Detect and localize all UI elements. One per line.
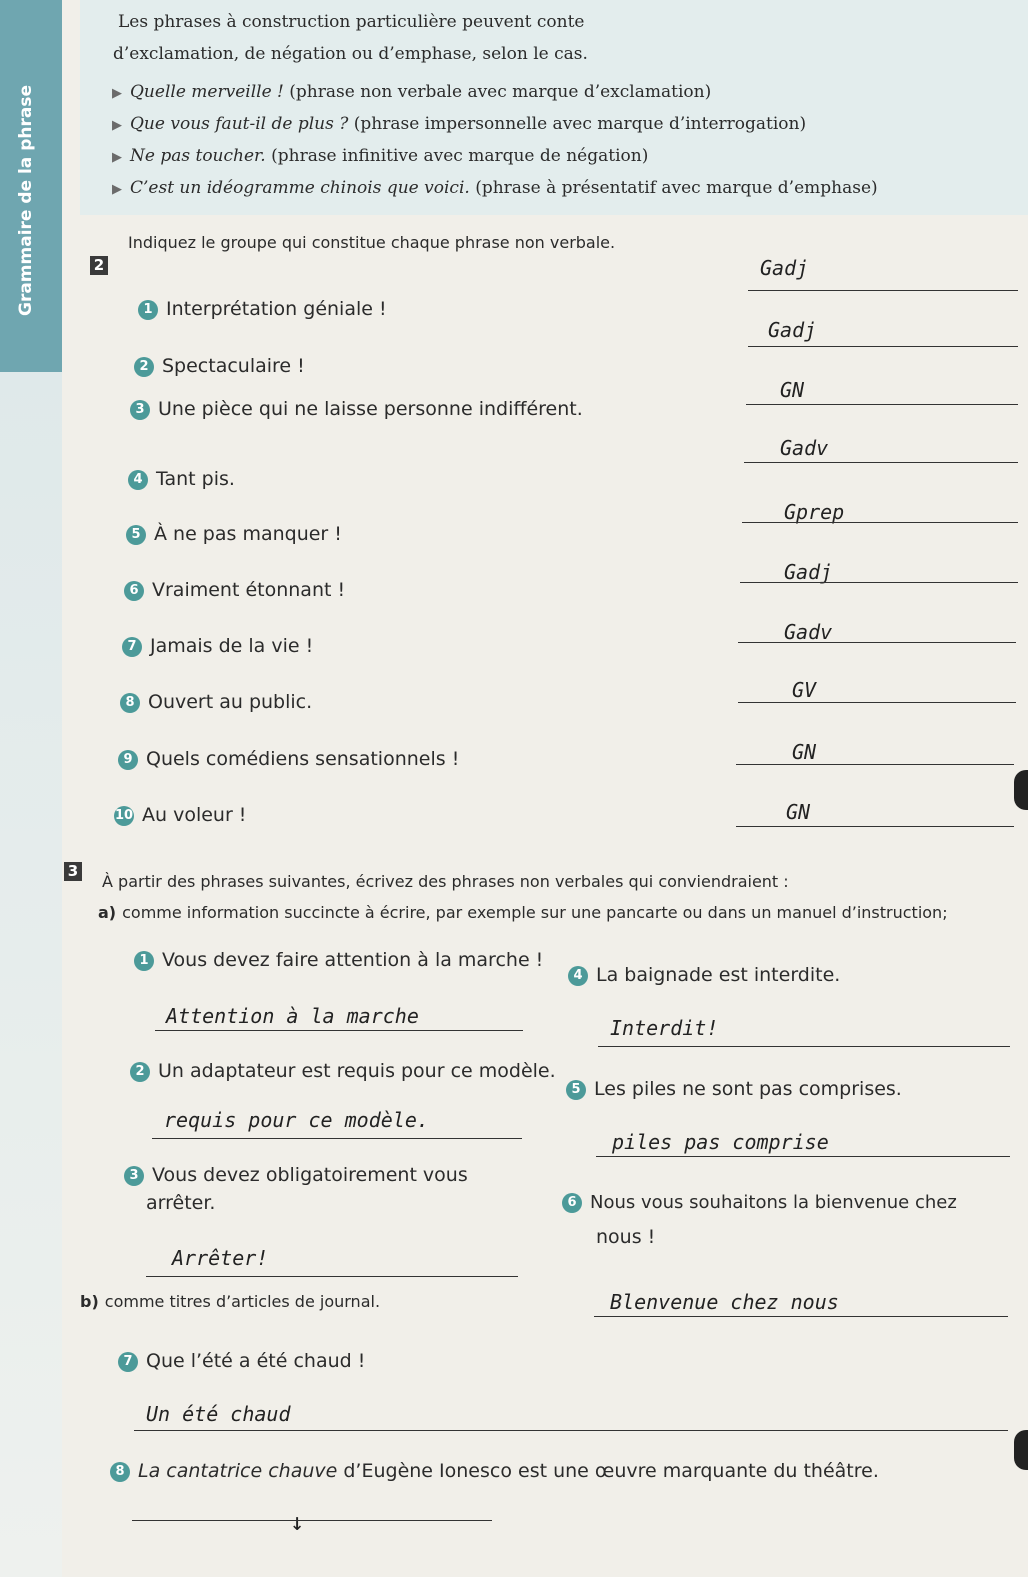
answer-line <box>598 1046 1010 1047</box>
ex2-item-4: 4 Tant pis. <box>128 468 235 490</box>
ex2-answer-7: Gadv <box>784 620 833 644</box>
ex2-item-8: 8 Ouvert au public. <box>120 691 312 713</box>
answer-line <box>744 462 1018 463</box>
item-number-badge: 2 <box>130 1062 150 1082</box>
exercise-3-instruction: À partir des phrases suivantes, écrivez des phrases non verbales qui conviendraient : <box>102 872 789 891</box>
item-number-badge: 8 <box>110 1462 130 1482</box>
answer-line <box>132 1520 492 1521</box>
item-number-badge: 8 <box>120 693 140 713</box>
ex2-answer-5: Gprep <box>784 500 845 524</box>
ex3-item-6: 6 Nous vous souhaitons la bienvenue chez <box>562 1192 957 1213</box>
ex3-item-7: 7 Que l’été a été chaud ! <box>118 1350 365 1372</box>
ex3-item-2: 2 Un adaptateur est requis pour ce modèle. <box>130 1060 556 1082</box>
ex2-answer-9: GN <box>792 740 817 764</box>
answer-line <box>155 1030 523 1031</box>
exercise-2-instruction: Indiquez le groupe qui constitue chaque phrase non verbale. <box>128 233 616 252</box>
item-number-badge: 7 <box>122 637 142 657</box>
bullet-triangle-icon: ▶ <box>112 86 122 101</box>
item-number-badge: 5 <box>126 525 146 545</box>
rule-example-4: ▶ C’est un idéogramme chinois que voici. (phrase à présentatif avec marque d’emphase) <box>112 178 878 198</box>
page-edge-mark <box>1014 1430 1028 1470</box>
ex3-item-6-line2: nous ! <box>596 1226 656 1248</box>
item-number-badge: 3 <box>124 1166 144 1186</box>
ex3-answer-5: piles pas comprise <box>612 1130 829 1154</box>
ex3-answer-2: requis pour ce modèle. <box>164 1108 429 1132</box>
item-number-badge: 1 <box>138 300 158 320</box>
item-number-badge: 4 <box>128 470 148 490</box>
item-number-badge: 4 <box>568 966 588 986</box>
rule-intro-line2: d’exclamation, de négation ou d’emphase, selon le cas. <box>113 44 588 64</box>
exercise-3-number: 3 <box>64 862 82 881</box>
page-edge-mark <box>1014 770 1028 810</box>
ex2-answer-3: GN <box>780 378 805 402</box>
bullet-triangle-icon: ▶ <box>112 150 122 165</box>
answer-line <box>152 1138 522 1139</box>
ex2-item-10: 10 Au voleur ! <box>114 804 247 826</box>
answer-line <box>736 764 1014 765</box>
item-number-badge: 9 <box>118 750 138 770</box>
ex3-answer-6: Blenvenue chez nous <box>610 1290 839 1314</box>
ex2-item-3: 3 Une pièce qui ne laisse personne indifférent. <box>130 398 583 420</box>
exercise-3-part-a: a) comme information succincte à écrire, par exemple sur une pancarte ou dans un manuel d’instruction; <box>98 903 948 922</box>
ex3-answer-8: ↓ <box>290 1508 305 1536</box>
ex2-item-6: 6 Vraiment étonnant ! <box>124 579 345 601</box>
ex3-answer-3: Arrêter! <box>172 1246 269 1270</box>
answer-line <box>748 290 1018 291</box>
rule-example-2: ▶ Que vous faut-il de plus ? (phrase impersonnelle avec marque d’interrogation) <box>112 114 807 134</box>
item-number-badge: 6 <box>124 581 144 601</box>
answer-line <box>738 642 1016 643</box>
ex2-item-7: 7 Jamais de la vie ! <box>122 635 313 657</box>
item-number-badge: 10 <box>114 806 134 826</box>
item-number-badge: 2 <box>134 357 154 377</box>
item-number-badge: 7 <box>118 1352 138 1372</box>
ex2-answer-1: Gadj <box>760 256 809 280</box>
answer-line <box>740 582 1018 583</box>
sidebar-band <box>0 0 62 372</box>
ex3-answer-1: Attention à la marche <box>166 1004 419 1028</box>
exercise-3-part-b: b) comme titres d’articles de journal. <box>80 1292 381 1311</box>
ex3-answer-7: Un été chaud <box>146 1402 291 1426</box>
bullet-triangle-icon: ▶ <box>112 182 122 197</box>
ex3-item-4: 4 La baignade est interdite. <box>568 964 840 986</box>
rule-example-1: ▶ Quelle merveille ! (phrase non verbale avec marque d’exclamation) <box>112 82 712 102</box>
ex2-item-2: 2 Spectaculaire ! <box>134 355 305 377</box>
rule-example-3: ▶ Ne pas toucher. (phrase infinitive avec marque de négation) <box>112 146 649 166</box>
ex3-item-1: 1 Vous devez faire attention à la marche ! <box>134 949 543 971</box>
ex2-answer-4: Gadv <box>780 436 829 460</box>
ex2-item-1: 1 Interprétation géniale ! <box>138 298 387 320</box>
ex3-answer-4: Interdit! <box>610 1016 719 1040</box>
ex3-item-3-line2: arrêter. <box>146 1192 216 1214</box>
item-number-badge: 1 <box>134 951 154 971</box>
answer-line <box>594 1316 1008 1317</box>
exercise-2-number: 2 <box>90 256 108 275</box>
item-number-badge: 3 <box>130 400 150 420</box>
sidebar-band-lower <box>0 372 62 1577</box>
rule-intro-line1: Les phrases à construction particulière peuvent conte <box>118 12 585 32</box>
answer-line <box>596 1156 1010 1157</box>
answer-line <box>748 346 1018 347</box>
answer-line <box>738 702 1016 703</box>
ex2-answer-6: Gadj <box>784 560 833 584</box>
answer-line <box>742 522 1018 523</box>
ex3-item-8: 8 La cantatrice chauve d’Eugène Ionesco est une œuvre marquante du théâtre. <box>110 1460 879 1482</box>
item-number-badge: 6 <box>562 1193 582 1213</box>
ex2-answer-8: GV <box>792 678 817 702</box>
ex2-item-9: 9 Quels comédiens sensationnels ! <box>118 748 459 770</box>
item-number-badge: 5 <box>566 1080 586 1100</box>
answer-line <box>146 1276 518 1277</box>
answer-line <box>746 404 1018 405</box>
answer-line <box>736 826 1014 827</box>
ex2-answer-10: GN <box>786 800 811 824</box>
ex3-item-5: 5 Les piles ne sont pas comprises. <box>566 1078 902 1100</box>
bullet-triangle-icon: ▶ <box>112 118 122 133</box>
ex2-item-5: 5 À ne pas manquer ! <box>126 523 342 545</box>
answer-line <box>134 1430 1008 1431</box>
ex2-answer-2: Gadj <box>768 318 817 342</box>
ex3-item-3: 3 Vous devez obligatoirement vous <box>124 1164 468 1186</box>
sidebar-title: Grammaire de la phrase <box>16 85 36 316</box>
